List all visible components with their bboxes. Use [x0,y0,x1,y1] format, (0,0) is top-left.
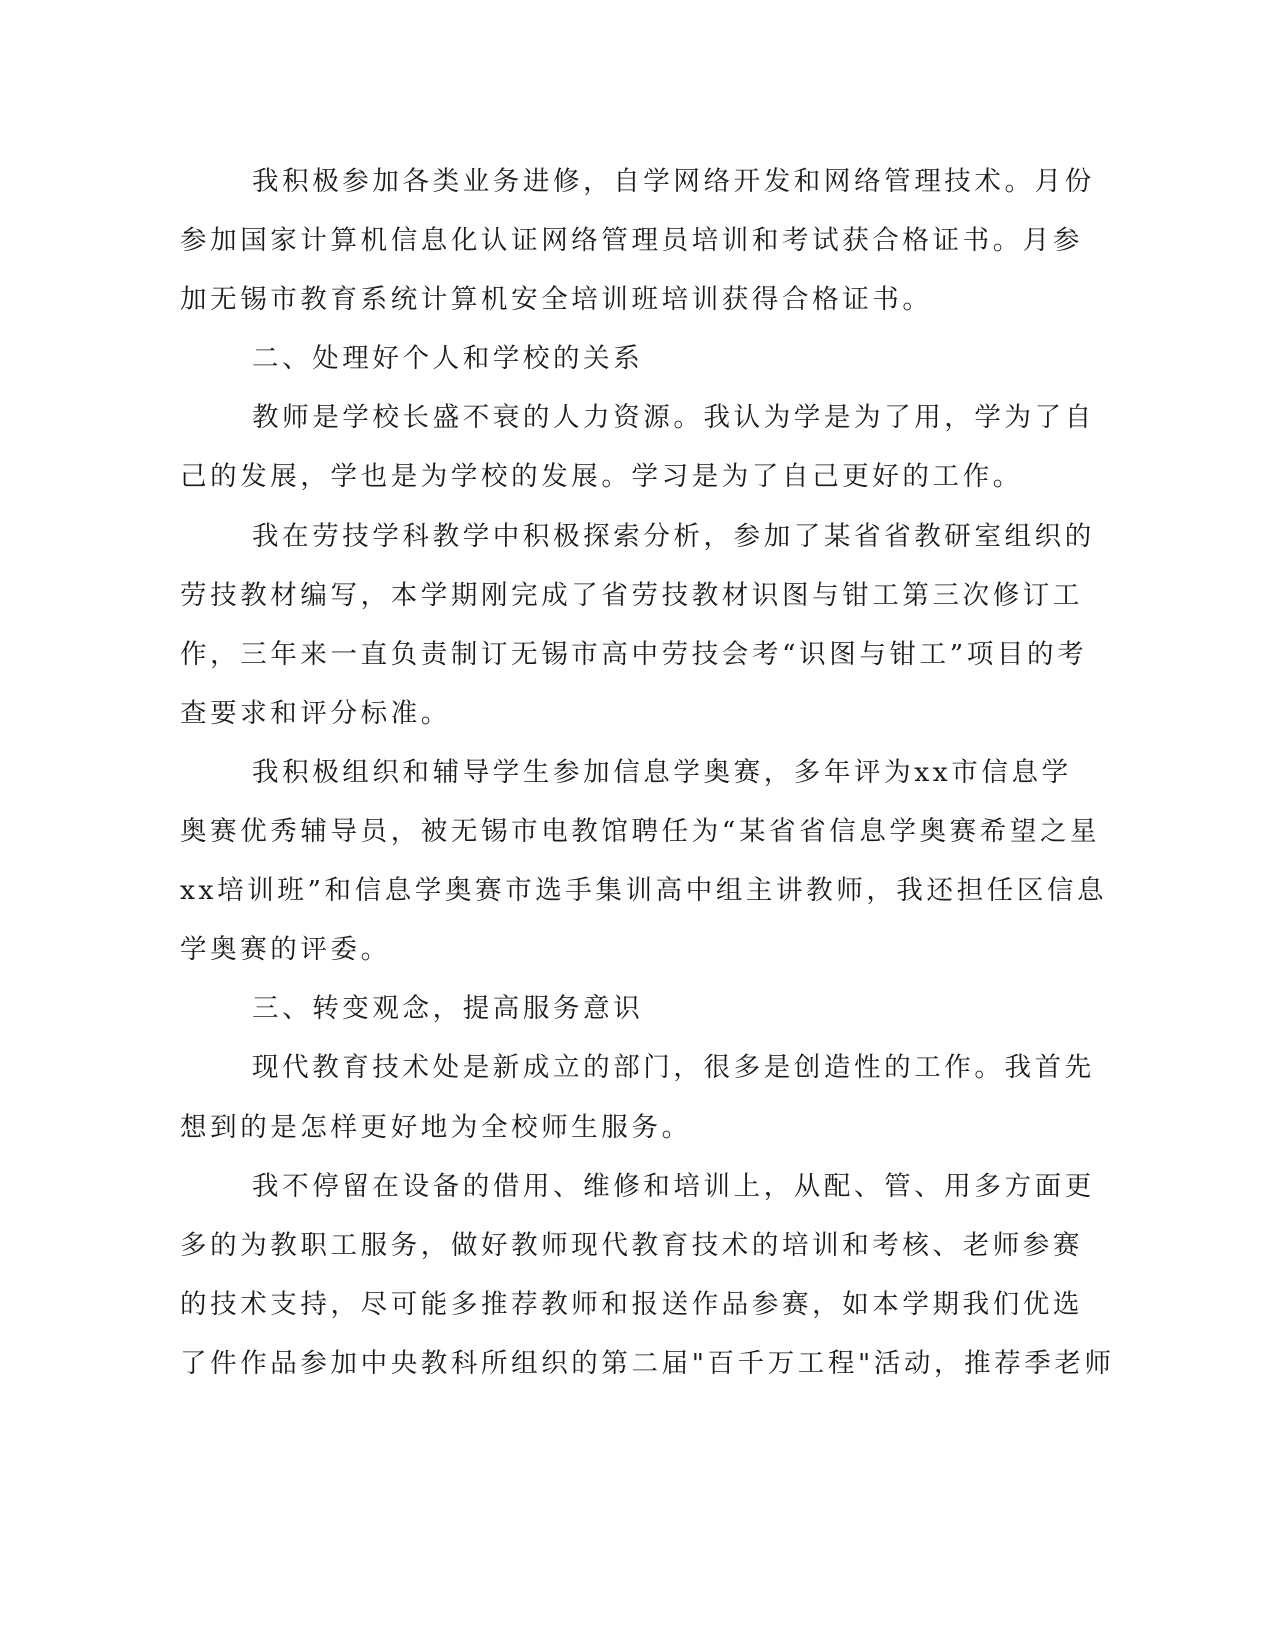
section-heading: 二、处理好个人和学校的关系 [252,343,644,375]
paragraph-line: 己的发展，学也是为学校的发展。学习是为了自己更好的工作。 [180,461,1023,493]
paragraph-line: 加无锡市教育系统计算机安全培训班培训获得合格证书。 [180,284,933,316]
paragraph-line: 查要求和评分标准。 [180,697,451,729]
paragraph-line: 我不停留在设备的借用、维修和培训上，从配、管、用多方面更 [252,1170,1095,1202]
paragraph-line: 教师是学校长盛不衰的人力资源。我认为学是为了用，学为了自 [252,402,1095,434]
paragraph-line: xx培训班”和信息学奥赛市选手集训高中组主讲教师，我还担任区信息 [180,875,1108,907]
document-body [180,152,1115,1393]
paragraph-line: 奥赛优秀辅导员，被无锡市电教馆聘任为“某省省信息学奥赛希望之星 [180,816,1101,848]
paragraph-line: 现代教育技术处是新成立的部门，很多是创造性的工作。我首先 [252,1052,1095,1084]
paragraph-line: 我积极参加各类业务进修，自学网络开发和网络管理技术。月份 [252,166,1095,197]
paragraph-line: 的技术支持，尽可能多推荐教师和报送作品参赛，如本学期我们优选 [180,1288,1083,1320]
paragraph-line: 劳技教材编写，本学期刚完成了省劳技教材识图与钳工第三次修订工 [180,579,1083,611]
paragraph-line: 想到的是怎样更好地为全校师生服务。 [180,1111,692,1143]
section-heading: 三、转变观念，提高服务意识 [252,993,644,1025]
paragraph-line: 参加国家计算机信息化认证网络管理员培训和考试获合格证书。月参 [180,225,1083,257]
paragraph-line: 我积极组织和辅导学生参加信息学奥赛，多年评为xx市信息学 [252,756,1072,788]
paragraph-line: 多的为教职工服务，做好教师现代教育技术的培训和考核、老师参赛 [180,1229,1083,1261]
paragraph-line: 学奥赛的评委。 [180,934,391,966]
paragraph-line: 了件作品参加中央教科所组织的第二届"百千万工程"活动，推荐季老师 [180,1347,1115,1379]
paragraph-line: 我在劳技学科教学中积极探索分析，参加了某省省教研室组织的 [252,520,1095,552]
paragraph-line: 作，三年来一直负责制订无锡市高中劳技会考“识图与钳工”项目的考 [180,638,1088,670]
